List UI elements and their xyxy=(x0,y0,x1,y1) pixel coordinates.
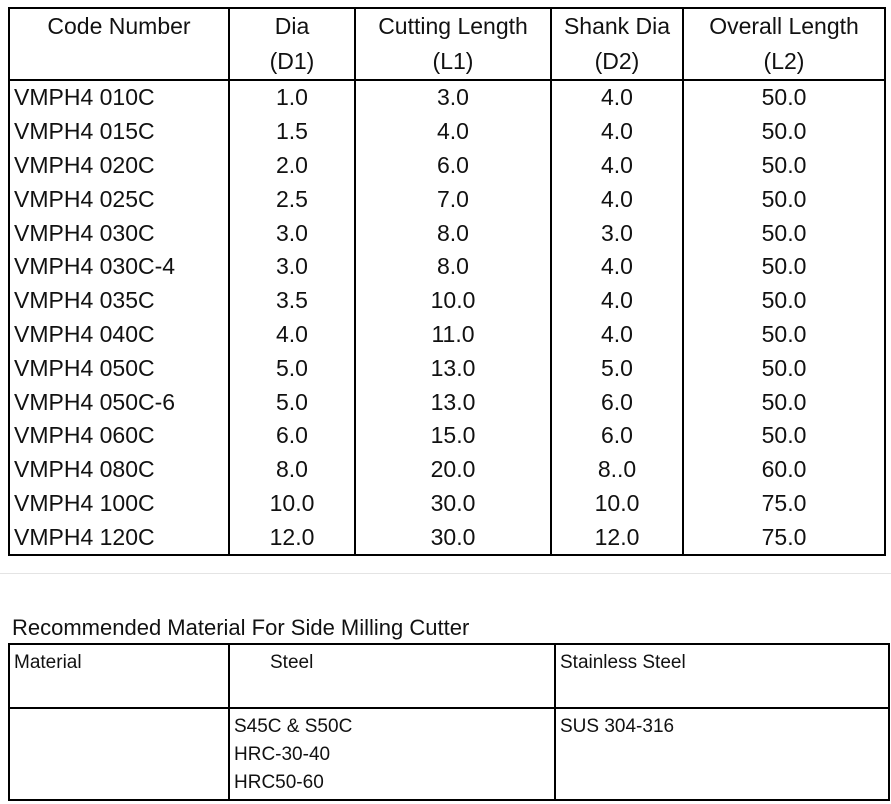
material-header-steel: Steel xyxy=(229,644,555,708)
cell-dia: 8.0 xyxy=(229,453,355,487)
cell-code-number: VMPH4 025C xyxy=(14,185,155,212)
header-overall-length: Overall Length xyxy=(683,8,885,44)
cell-shank-dia: 4.0 xyxy=(551,284,683,318)
material-header-stainless: Stainless Steel xyxy=(555,644,889,708)
cell-overall-length: 50.0 xyxy=(683,385,885,419)
material-cell-stainless xyxy=(555,708,889,800)
header-shank-dia-sub: (D2) xyxy=(551,44,683,80)
specification-table-body xyxy=(9,80,885,555)
cell-dia: 3.5 xyxy=(229,284,355,318)
material-cell-steel xyxy=(229,708,555,800)
cell-cutting-length: 20.0 xyxy=(355,453,551,487)
cell-dia: 1.5 xyxy=(229,115,355,149)
table-row xyxy=(9,182,885,216)
header-shank-dia: Shank Dia xyxy=(551,8,683,44)
material-header-material: Material xyxy=(9,644,229,708)
specification-table xyxy=(8,7,886,556)
cell-overall-length: 75.0 xyxy=(683,487,885,521)
table-row xyxy=(9,80,885,115)
header-code-number-sub xyxy=(9,44,229,80)
cell-overall-length: 50.0 xyxy=(683,250,885,284)
cell-shank-dia: 12.0 xyxy=(551,520,683,555)
cell-shank-dia: 4.0 xyxy=(551,318,683,352)
cell-code-number: VMPH4 120C xyxy=(14,523,155,550)
cell-overall-length: 50.0 xyxy=(683,419,885,453)
cell-code-number: VMPH4 030C-4 xyxy=(14,253,176,280)
cell-cutting-length: 11.0 xyxy=(355,318,551,352)
cell-dia: 1.0 xyxy=(229,80,355,115)
cell-cutting-length: 4.0 xyxy=(355,115,551,149)
header-cutting-length: Cutting Length xyxy=(355,8,551,44)
cell-dia: 2.0 xyxy=(229,149,355,183)
steel-grade: HRC-30-40 xyxy=(234,744,331,765)
table-row xyxy=(9,250,885,284)
header-row-2 xyxy=(9,44,885,80)
cell-code-number: VMPH4 010C xyxy=(14,84,155,111)
cell-shank-dia: 4.0 xyxy=(551,250,683,284)
cell-cutting-length: 30.0 xyxy=(355,520,551,555)
cell-shank-dia: 6.0 xyxy=(551,385,683,419)
header-overall-length-sub: (L2) xyxy=(683,44,885,80)
cell-cutting-length: 13.0 xyxy=(355,385,551,419)
cell-cutting-length: 8.0 xyxy=(355,216,551,250)
table-row xyxy=(9,351,885,385)
table-row xyxy=(9,149,885,183)
cell-code-number: VMPH4 100C xyxy=(14,489,155,516)
table-row xyxy=(9,487,885,521)
cell-dia: 10.0 xyxy=(229,487,355,521)
cell-code-number: VMPH4 050C xyxy=(14,354,155,381)
material-header-row xyxy=(9,644,889,708)
cell-shank-dia: 6.0 xyxy=(551,419,683,453)
table-row xyxy=(9,216,885,250)
cell-code-number: VMPH4 020C xyxy=(14,151,155,178)
cell-cutting-length: 7.0 xyxy=(355,182,551,216)
cell-dia: 3.0 xyxy=(229,250,355,284)
section-divider xyxy=(0,573,891,574)
cell-code-number: VMPH4 035C xyxy=(14,287,155,314)
stainless-grade: SUS 304-316 xyxy=(560,716,675,737)
material-table xyxy=(8,643,890,801)
cell-shank-dia: 4.0 xyxy=(551,115,683,149)
header-row-1 xyxy=(9,8,885,44)
header-code-number: Code Number xyxy=(47,13,191,39)
cell-dia: 2.5 xyxy=(229,182,355,216)
cell-shank-dia: 8..0 xyxy=(551,453,683,487)
cell-dia: 5.0 xyxy=(229,385,355,419)
header-dia-sub: (D1) xyxy=(229,44,355,80)
cell-cutting-length: 15.0 xyxy=(355,419,551,453)
cell-shank-dia: 5.0 xyxy=(551,351,683,385)
cell-dia: 4.0 xyxy=(229,318,355,352)
cell-cutting-length: 10.0 xyxy=(355,284,551,318)
table-row xyxy=(9,115,885,149)
cell-dia: 5.0 xyxy=(229,351,355,385)
table-row xyxy=(9,453,885,487)
cell-code-number: VMPH4 060C xyxy=(14,422,155,449)
cell-shank-dia: 3.0 xyxy=(551,216,683,250)
cell-dia: 3.0 xyxy=(229,216,355,250)
material-section-title: Recommended Material For Side Milling Cutter xyxy=(12,615,470,640)
cell-overall-length: 50.0 xyxy=(683,149,885,183)
cell-cutting-length: 3.0 xyxy=(355,80,551,115)
cell-code-number: VMPH4 050C-6 xyxy=(14,388,176,415)
cell-cutting-length: 6.0 xyxy=(355,149,551,183)
steel-grade: S45C & S50C xyxy=(234,716,353,737)
cell-code-number: VMPH4 030C xyxy=(14,219,155,246)
cell-overall-length: 50.0 xyxy=(683,216,885,250)
cell-shank-dia: 4.0 xyxy=(551,80,683,115)
cell-code-number: VMPH4 015C xyxy=(14,118,155,145)
cell-shank-dia: 4.0 xyxy=(551,149,683,183)
cell-overall-length: 50.0 xyxy=(683,115,885,149)
cell-cutting-length: 13.0 xyxy=(355,351,551,385)
table-row xyxy=(9,520,885,555)
table-row xyxy=(9,385,885,419)
material-cell-material xyxy=(9,708,229,800)
cell-cutting-length: 8.0 xyxy=(355,250,551,284)
cell-dia: 12.0 xyxy=(229,520,355,555)
cell-dia: 6.0 xyxy=(229,419,355,453)
cell-shank-dia: 10.0 xyxy=(551,487,683,521)
steel-grade: HRC50-60 xyxy=(234,772,324,793)
cell-overall-length: 50.0 xyxy=(683,284,885,318)
cell-overall-length: 50.0 xyxy=(683,318,885,352)
cell-overall-length: 50.0 xyxy=(683,351,885,385)
table-row xyxy=(9,419,885,453)
header-dia: Dia xyxy=(229,8,355,44)
table-row xyxy=(9,284,885,318)
material-data-row xyxy=(9,708,889,800)
header-cutting-length-sub: (L1) xyxy=(355,44,551,80)
cell-cutting-length: 30.0 xyxy=(355,487,551,521)
cell-shank-dia: 4.0 xyxy=(551,182,683,216)
cell-overall-length: 60.0 xyxy=(683,453,885,487)
cell-overall-length: 75.0 xyxy=(683,520,885,555)
table-row xyxy=(9,318,885,352)
cell-code-number: VMPH4 080C xyxy=(14,456,155,483)
cell-overall-length: 50.0 xyxy=(683,80,885,115)
cell-code-number: VMPH4 040C xyxy=(14,320,155,347)
cell-overall-length: 50.0 xyxy=(683,182,885,216)
